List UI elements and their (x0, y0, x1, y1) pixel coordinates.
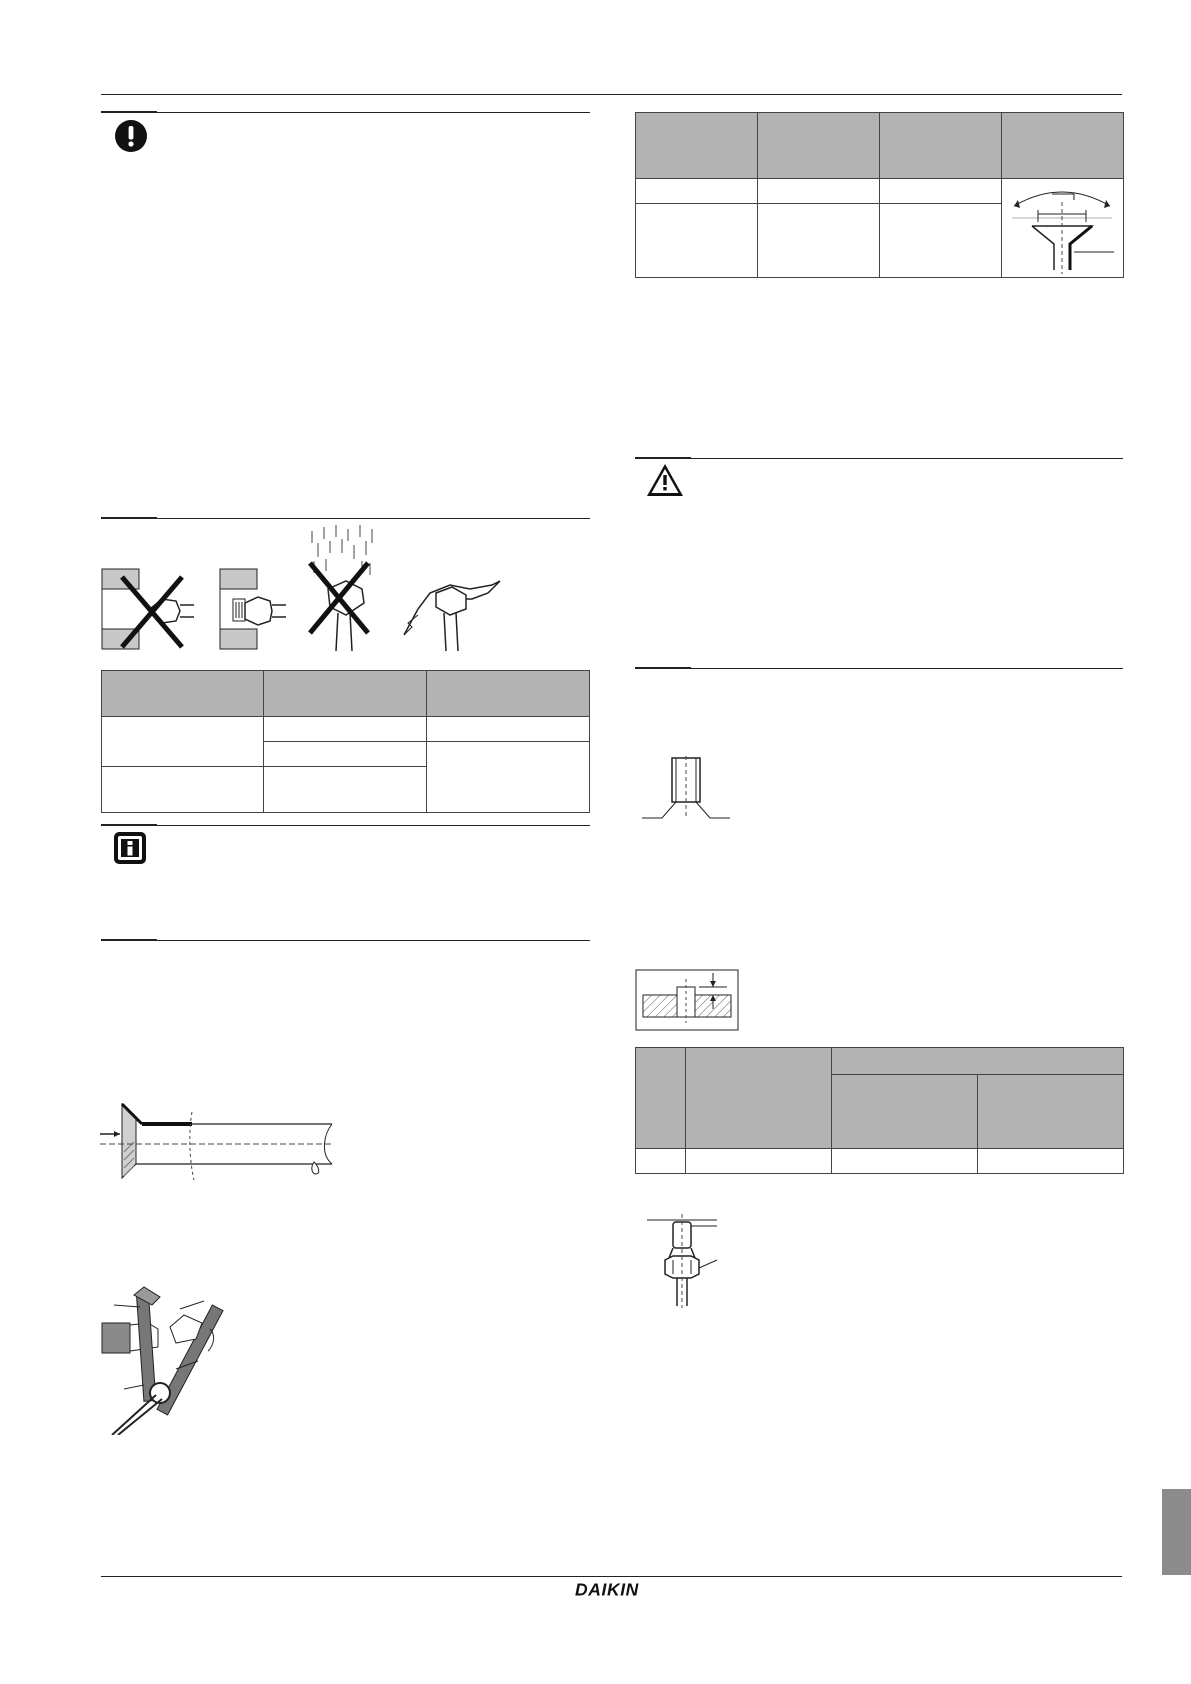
table-cell (264, 767, 427, 813)
table-cell (686, 1149, 832, 1174)
flare-tool-icon (635, 969, 739, 1031)
section-rule (101, 518, 590, 519)
table-header (832, 1075, 978, 1149)
table-cell (427, 742, 590, 813)
flare-diagram-cell (1002, 179, 1124, 278)
torque-table (101, 670, 590, 813)
flare-nut-handling-figure (100, 523, 520, 653)
flare-table (635, 112, 1124, 278)
daikin-logo (566, 1580, 648, 1599)
table-header (832, 1048, 1124, 1075)
header-rule (101, 94, 1122, 95)
table-header (264, 671, 427, 717)
table-header (102, 671, 264, 717)
flare-nut-fitting-icon (645, 1212, 725, 1308)
flare-profile-icon (1002, 182, 1122, 274)
notice-rule (101, 112, 590, 113)
table-header (686, 1048, 832, 1149)
table-cell (880, 179, 1002, 204)
table-cell (264, 742, 427, 767)
table-header (636, 113, 758, 179)
table-header (758, 113, 880, 179)
section-rule (635, 668, 1123, 669)
table-cell (758, 179, 880, 204)
table-cell (978, 1149, 1124, 1174)
table-header (1002, 113, 1124, 179)
table-header (978, 1075, 1124, 1149)
pipe-cross-section-icon (98, 1094, 338, 1184)
notice-rule (101, 825, 590, 826)
warning-triangle-icon (645, 462, 685, 498)
section-side-tab (1162, 1489, 1191, 1575)
notice-rule (635, 458, 1123, 459)
exclamation-icon (113, 118, 149, 154)
svg-text:DAIKIN: DAIKIN (575, 1580, 639, 1599)
table-cell (102, 717, 264, 767)
section-rule (101, 940, 590, 941)
table-header (636, 1048, 686, 1149)
two-spanners-figure (100, 1285, 240, 1435)
table-cell (758, 204, 880, 278)
table-cell (427, 717, 590, 742)
table-cell (636, 1149, 686, 1174)
table-cell (102, 767, 264, 813)
pipe-icon (640, 756, 732, 820)
projection-table (635, 1047, 1124, 1174)
table-cell (832, 1149, 978, 1174)
table-cell (636, 179, 758, 204)
footer-rule (101, 1576, 1122, 1577)
table-cell (264, 717, 427, 742)
information-icon (113, 831, 147, 865)
table-header (427, 671, 590, 717)
table-cell (880, 204, 1002, 278)
table-header (880, 113, 1002, 179)
table-cell (636, 204, 758, 278)
